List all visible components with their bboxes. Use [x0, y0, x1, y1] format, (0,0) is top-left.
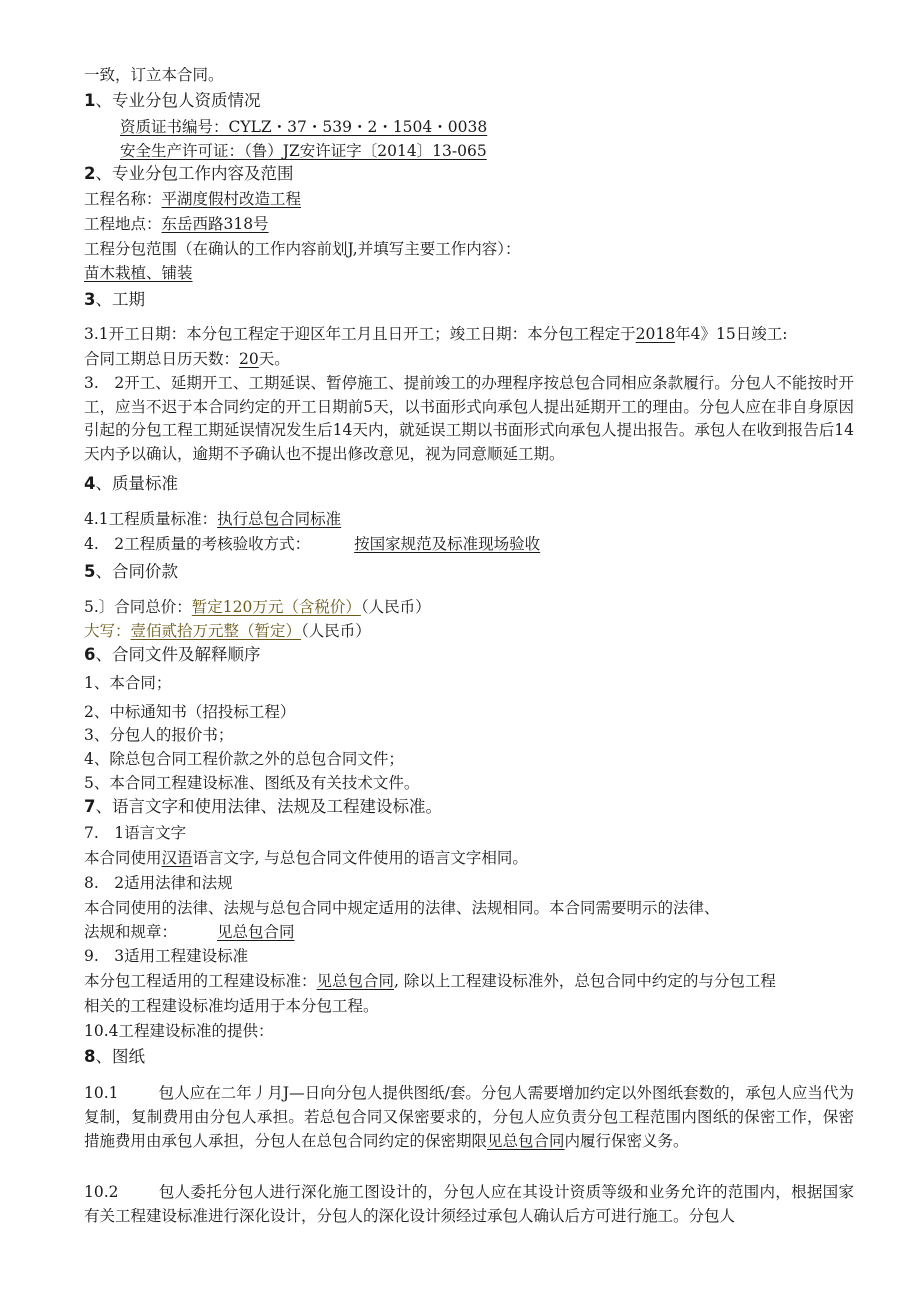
section-title: 、专业分包人资质情况 — [95, 91, 261, 110]
section-number: 6 — [84, 645, 96, 664]
language-subheading: 7. 1语言文字 — [84, 824, 187, 842]
drawings-paragraph-1 — [84, 1081, 854, 1153]
acceptance-method-label: 4. 2工程质量的考核验收方式： — [84, 535, 311, 553]
quality-standard-line — [84, 508, 341, 530]
project-site-value: 东岳西路318号 — [161, 215, 269, 233]
standards-subheading: 9. 3适用工程建设标准 — [84, 947, 249, 965]
intro-line: 一致，订立本合同。 — [84, 66, 224, 84]
duration-unit: 天。 — [258, 350, 290, 368]
contract-total-value: 暂定120万元（含税价） — [191, 598, 361, 616]
drawings-paragraph-2 — [84, 1180, 854, 1228]
scope-label: 工程分包范围（在确认的工作内容前划J,并填写主要工作内容）： — [84, 240, 521, 258]
contract-total-upper-line — [84, 620, 371, 642]
language-text: 本合同使用 — [84, 849, 162, 867]
section-5-heading — [84, 561, 178, 583]
clause-number: 10.1 — [84, 1084, 119, 1102]
qualification-cert-number: 资质证书编号：CYLZ・37・539・2・1504・0038 — [120, 118, 488, 136]
regulations-value: 见总包合同 — [217, 923, 295, 941]
language-line — [84, 847, 528, 869]
standards-text: 本分包工程适用的工程建设标准： — [84, 972, 317, 990]
acceptance-method-value: 按国家规范及标准现场验收 — [354, 535, 541, 553]
deep-design-text: 包人委托分包人进行深化施工图设计的，分包人应在其设计资质等级和业务允许的范围内，根据国家有关工程建设标准进行深化设计，分包人的深化设计须经过承包人确认后方可进行施工。分包人 — [84, 1183, 854, 1225]
section-number: 8 — [84, 1047, 96, 1066]
standards-value: 见总包合同 — [316, 972, 395, 990]
section-6-heading — [84, 644, 260, 666]
regulations-label: 法规和规章： — [84, 923, 178, 941]
project-name-value: 平湖度假村改造工程 — [161, 190, 302, 208]
law-line: 本合同使用的法律、法规与总包合同中规定适用的法律、法规相同。本合同需要明示的法律、 — [84, 899, 720, 917]
section-number: 5 — [84, 562, 96, 581]
standards-text-tail: , 除以上工程建设标准外，总包合同中约定的与分包工程 — [394, 972, 776, 990]
section-8-heading — [84, 1046, 145, 1068]
delay-procedure-paragraph: 3. 2开工、延期开工、工期延误、暂停施工、提前竣工的办理程序按总包合同相应条款履行。分包人不能按时开工，应当不迟于本合同约定的开工日期前5天，以书面形式向承包人提出延期开工的理由。分包人应在非自身原因引起的分包工程工期延误情况发生后14天内，就延误工期以书面形式向承包人提出报告。承包人在收到报告后14天内予以确认，逾期不予确认也不提出修改意见，视为同意顺延工期。 — [84, 374, 854, 463]
contract-total-label: 5.〕合同总价： — [84, 598, 192, 616]
drawings-text: 包人应在二年丿月J—日向分包人提供图纸/套。分包人需要增加约定以外图纸套数的，承包人应当代为复制，复制费用由分包人承担。若总包合同又保密要求的，分包人应负责分包工程范围内图纸的保密工作，保密措施费用由承包人承担，分包人在总包合同约定的保密期限 — [84, 1084, 854, 1150]
section-number: 2 — [84, 164, 96, 183]
language-value: 汉语 — [161, 849, 193, 867]
list-item: 1、本合同； — [84, 674, 172, 692]
acceptance-method-line — [84, 533, 540, 555]
section-number: 7 — [84, 797, 96, 816]
project-name-line — [84, 188, 301, 210]
list-item: 5、本合同工程建设标准、图纸及有关技术文件。 — [84, 774, 420, 792]
standards-line-2: 相关的工程建设标准均适用于本分包工程。 — [84, 997, 379, 1015]
contract-total-line — [84, 596, 431, 618]
list-item: 4、除总包合同工程价款之外的总包合同文件； — [84, 750, 404, 768]
section-3-heading — [84, 289, 145, 311]
section-title: 、质量标准 — [95, 474, 178, 493]
contract-total-currency: （人民币） — [360, 598, 431, 616]
completion-year: 2018 — [635, 325, 676, 343]
drawings-text-tail: 内履行保密义务。 — [564, 1132, 689, 1150]
section-number: 3 — [84, 290, 96, 309]
duration-line — [84, 348, 290, 370]
standards-line — [84, 970, 776, 992]
section-2-heading — [84, 163, 293, 185]
duration-days: 20 — [239, 350, 259, 368]
section-title: 、专业分包工作内容及范围 — [95, 164, 294, 183]
quality-standard-value: 执行总包合同标准 — [217, 510, 342, 528]
list-item: 3、分包人的报价书； — [84, 726, 234, 744]
regulations-line — [84, 921, 295, 943]
start-date-line — [84, 323, 787, 345]
project-name-label: 工程名称： — [84, 190, 162, 208]
law-subheading: 8. 2适用法律和法规 — [84, 874, 233, 892]
contract-upper-value: 壹佰贰拾万元整（暂定） — [130, 622, 302, 640]
project-site-label: 工程地点： — [84, 215, 162, 233]
section-title: 、合同价款 — [95, 562, 178, 581]
start-date-text: 3.1开工日期：本分包工程定于迎区年工月且日开工；竣工日期：本分包工程定于 — [84, 325, 636, 343]
section-number: 4 — [84, 474, 96, 493]
duration-label: 合同工期总日历天数： — [84, 350, 240, 368]
section-title: 、图纸 — [95, 1047, 145, 1066]
scope-value: 苗木栽植、铺装 — [84, 264, 193, 282]
section-1-heading — [84, 90, 260, 112]
completion-date-text: 年4》15日竣工: — [675, 325, 788, 343]
standards-provision-line: 10.4工程建设标准的提供： — [84, 1022, 274, 1040]
section-4-heading — [84, 473, 178, 495]
quality-standard-label: 4.1工程质量标准： — [84, 510, 218, 528]
section-7-heading — [84, 796, 442, 818]
contract-upper-label: 大写： — [84, 622, 131, 640]
section-number: 1 — [84, 91, 96, 110]
confidentiality-period-value: 见总包合同 — [487, 1132, 565, 1150]
safety-license-number: 安全生产许可证：（鲁）JZ安许证字〔2014〕13-065 — [120, 142, 487, 160]
section-title: 、工期 — [95, 290, 145, 309]
project-site-line — [84, 213, 269, 235]
section-title: 、语言文字和使用法律、法规及工程建设标准。 — [95, 797, 442, 816]
section-title: 、合同文件及解释顺序 — [95, 645, 261, 664]
contract-upper-currency: （人民币） — [301, 622, 371, 640]
clause-number: 10.2 — [84, 1183, 119, 1201]
list-item: 2、中标通知书（招投标工程） — [84, 703, 296, 721]
language-text-tail: 语言文字, 与总包合同文件使用的语言文字相同。 — [192, 849, 528, 867]
